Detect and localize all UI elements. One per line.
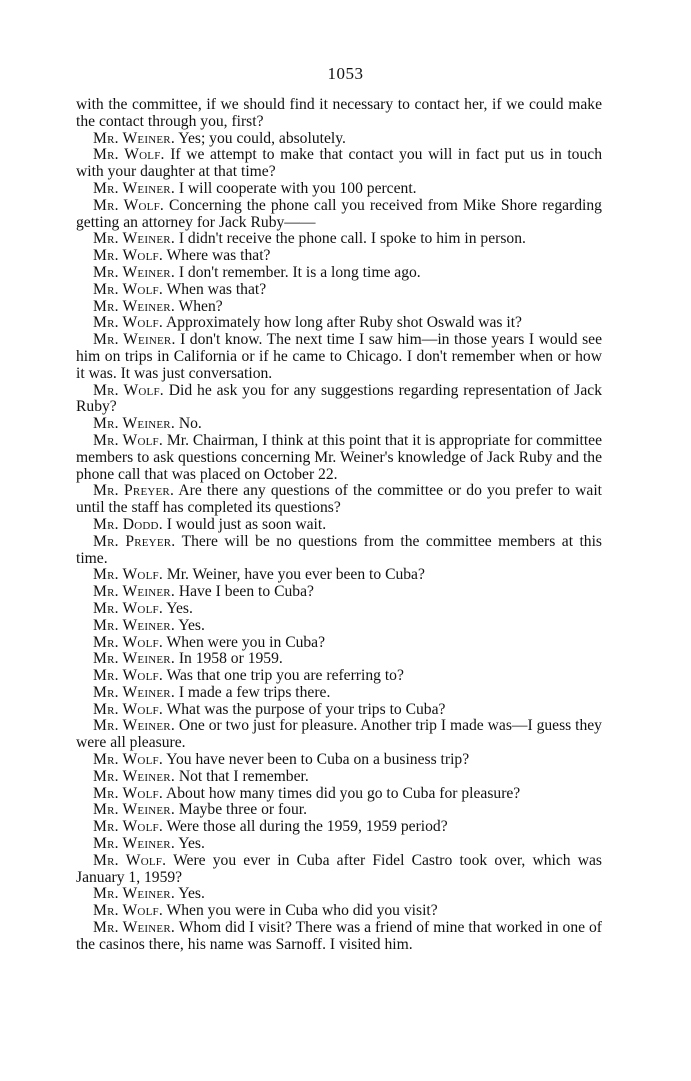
statement-text: No.	[178, 415, 202, 433]
transcript-paragraph	[76, 853, 602, 887]
statement-text: When was that?	[166, 280, 267, 298]
transcript-paragraph	[76, 618, 602, 635]
transcript-paragraph	[76, 920, 602, 954]
speaker-name: Mr. Wolf.	[93, 314, 163, 332]
transcript-paragraph	[76, 383, 602, 417]
speaker-name: Mr. Weiner.	[93, 801, 175, 819]
transcript-paragraph	[76, 903, 602, 920]
statement-text: Approximately how long after Ruby shot Oswald was it?	[165, 314, 522, 332]
statement-text: Yes; you could, absolutely.	[178, 129, 346, 147]
statement-text: When?	[178, 297, 223, 315]
statement-text: Mr. Chairman, I think at this point that it is appropriate for committee members to ask questions concerning Mr. Weiner's knowledge of Jack Ruby and the phone call that was placed on October 22.	[76, 431, 603, 483]
transcript-paragraph	[76, 332, 602, 382]
statement-text: I don't remember. It is a long time ago.	[178, 263, 421, 281]
transcript-paragraph	[76, 248, 602, 265]
statement-text: Not that I remember.	[178, 767, 309, 785]
statement-text: What was the purpose of your trips to Cuba?	[166, 700, 446, 718]
speaker-name: Mr. Wolf.	[93, 599, 163, 617]
speaker-name: Mr. Weiner.	[93, 767, 175, 785]
transcript-paragraph	[76, 584, 602, 601]
transcript-paragraph	[76, 601, 602, 618]
transcript-paragraph	[76, 836, 602, 853]
speaker-name: Mr. Weiner.	[93, 297, 175, 315]
statement-text: I would just as soon wait.	[166, 515, 327, 533]
speaker-name: Mr. Wolf.	[93, 633, 163, 651]
transcript-paragraph	[76, 567, 602, 584]
statement-text: Concerning the phone call you received from Mike Shore regarding getting an attorney for Jack Ruby——	[76, 196, 602, 231]
speaker-name: Mr. Wolf.	[93, 818, 163, 836]
speaker-name: Mr. Weiner.	[93, 683, 175, 701]
transcript-paragraph	[76, 433, 602, 483]
speaker-name: Mr. Dodd.	[93, 515, 163, 533]
transcript-paragraph	[76, 769, 602, 786]
transcript-paragraph	[76, 181, 602, 198]
statement-text: In 1958 or 1959.	[178, 650, 283, 668]
statement-text: Yes.	[166, 599, 193, 617]
page-number: 1053	[327, 64, 364, 83]
statement-text: I don't know. The next time I saw him—in those years I would see him on trips in California or if he came to Chicago. I don't remember when or how it was. It was just conversation.	[76, 331, 602, 382]
speaker-name: Mr. Weiner.	[93, 885, 175, 903]
speaker-name: Mr. Weiner.	[93, 616, 175, 634]
speaker-name: Mr. Preyer.	[93, 532, 176, 550]
speaker-name: Mr. Wolf.	[93, 196, 165, 214]
speaker-name: Mr. Weiner.	[93, 583, 175, 601]
speaker-name: Mr. Wolf.	[93, 667, 163, 685]
transcript-body	[76, 97, 602, 954]
speaker-name: Mr. Wolf.	[93, 902, 163, 920]
transcript-paragraph	[76, 702, 602, 719]
statement-text: Were you ever in Cuba after Fidel Castro took over, which was January 1, 1959?	[76, 851, 602, 886]
transcript-paragraph	[76, 282, 602, 299]
statement-text: When you were in Cuba who did you visit?	[166, 902, 438, 920]
statement-text: Yes.	[178, 616, 205, 634]
transcript-paragraph	[76, 886, 602, 903]
transcript-paragraph	[76, 802, 602, 819]
statement-text: with the committee, if we should find it necessary to contact her, if we could make the contact through you, first?	[76, 96, 602, 130]
transcript-paragraph	[76, 299, 602, 316]
statement-text: I didn't receive the phone call. I spoke to him in person.	[178, 230, 526, 248]
transcript-paragraph	[76, 131, 602, 148]
speaker-name: Mr. Weiner.	[93, 179, 175, 197]
statement-text: You have never been to Cuba on a business trip?	[166, 751, 470, 769]
speaker-name: Mr. Weiner.	[93, 230, 175, 248]
statement-text: Yes.	[178, 885, 205, 903]
speaker-name: Mr. Wolf.	[93, 247, 163, 265]
speaker-name: Mr. Wolf.	[93, 146, 165, 164]
transcript-paragraph	[76, 483, 602, 517]
transcript-paragraph	[76, 147, 602, 181]
statement-text: Maybe three or four.	[178, 801, 307, 819]
transcript-paragraph	[76, 315, 602, 332]
statement-text: I will cooperate with you 100 percent.	[178, 179, 417, 197]
transcript-paragraph	[76, 198, 602, 232]
transcript-paragraph	[76, 718, 602, 752]
speaker-name: Mr. Weiner.	[93, 331, 176, 349]
transcript-paragraph	[76, 786, 602, 803]
speaker-name: Mr. Wolf.	[93, 700, 163, 718]
statement-text: Did he ask you for any suggestions regarding representation of Jack Ruby?	[76, 381, 602, 416]
statement-text: Have I been to Cuba?	[178, 583, 314, 601]
statement-text: About how many times did you go to Cuba for pleasure?	[165, 784, 521, 802]
speaker-name: Mr. Wolf.	[93, 566, 163, 584]
transcript-paragraph	[76, 416, 602, 433]
speaker-name: Mr. Weiner.	[93, 919, 175, 937]
statement-text: Whom did I visit? There was a friend of mine that worked in one of the casinos there, his name was Sarnoff. I visited him.	[76, 919, 603, 953]
statement-text: Where was that?	[166, 247, 271, 265]
transcript-paragraph	[76, 685, 602, 702]
transcript-paragraph	[76, 752, 602, 769]
statement-text: Mr. Weiner, have you ever been to Cuba?	[166, 566, 425, 584]
statement-text: I made a few trips there.	[178, 683, 331, 701]
statement-text: Were those all during the 1959, 1959 period?	[166, 818, 448, 836]
speaker-name: Mr. Wolf.	[93, 784, 163, 802]
statement-text: Are there any questions of the committee or do you prefer to wait until the staff has completed its questions?	[76, 482, 602, 517]
speaker-name: Mr. Weiner.	[93, 415, 175, 433]
transcript-paragraph	[76, 635, 602, 652]
statement-text: When were you in Cuba?	[166, 633, 326, 651]
speaker-name: Mr. Weiner.	[93, 835, 175, 853]
statement-text: Was that one trip you are referring to?	[166, 667, 404, 685]
statement-text: Yes.	[178, 835, 205, 853]
speaker-name: Mr. Wolf.	[93, 381, 164, 399]
speaker-name: Mr. Weiner.	[93, 263, 175, 281]
transcript-paragraph	[76, 517, 602, 534]
statement-text: If we attempt to make that contact you will in fact put us in touch with your daughter at that time?	[76, 146, 602, 181]
transcript-paragraph	[76, 265, 602, 282]
speaker-name: Mr. Wolf.	[93, 431, 163, 449]
speaker-name: Mr. Wolf.	[93, 751, 163, 769]
transcript-paragraph	[76, 651, 602, 668]
transcript-paragraph	[76, 97, 602, 131]
transcript-paragraph	[76, 534, 602, 568]
speaker-name: Mr. Weiner.	[93, 129, 175, 147]
speaker-name: Mr. Weiner.	[93, 650, 175, 668]
transcript-paragraph	[76, 668, 602, 685]
statement-text: There will be no questions from the committee members at this time.	[76, 532, 603, 567]
transcript-paragraph	[76, 819, 602, 836]
speaker-name: Mr. Wolf.	[93, 851, 167, 869]
speaker-name: Mr. Weiner.	[93, 717, 175, 735]
transcript-paragraph	[76, 231, 602, 248]
statement-text: One or two just for pleasure. Another trip I made was—I guess they were all pleasure.	[76, 717, 602, 752]
speaker-name: Mr. Preyer.	[93, 482, 175, 500]
speaker-name: Mr. Wolf.	[93, 280, 163, 298]
